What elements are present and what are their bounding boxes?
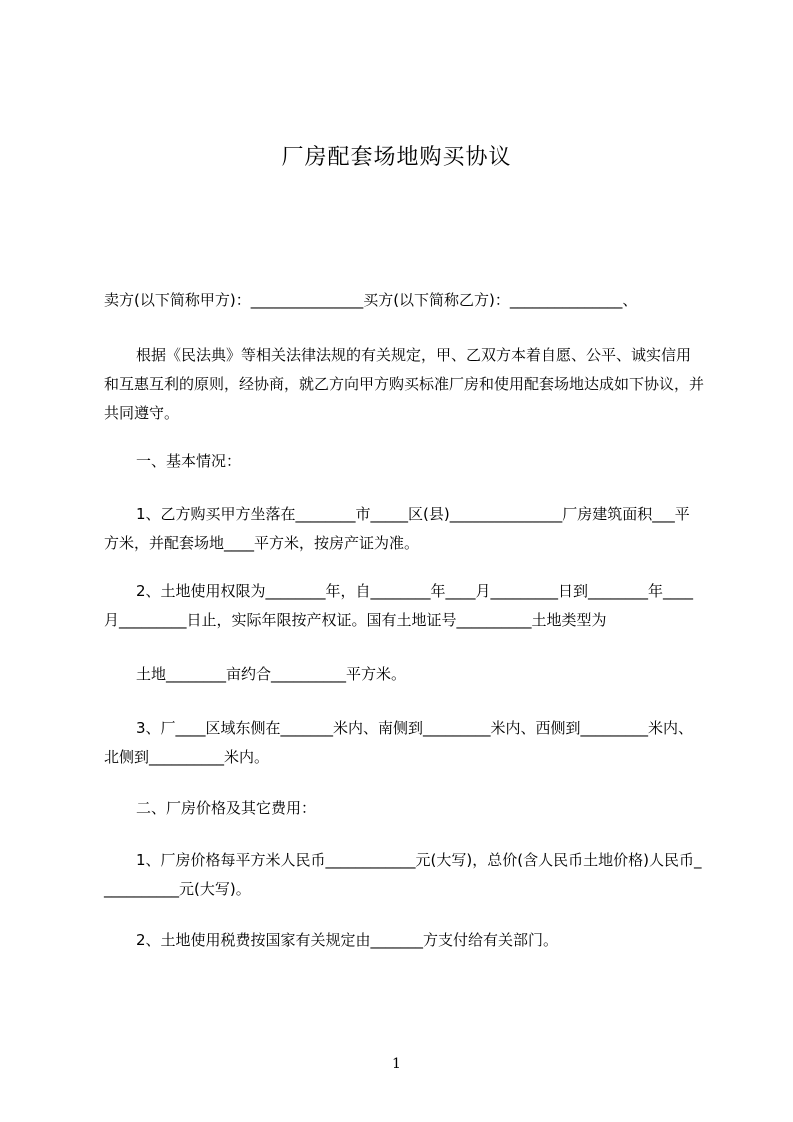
section-heading-price: 二、厂房价格及其它费用： — [136, 799, 317, 817]
clause-2-2: 2、土地使用税费按国家有关规定由_______方支付给有关部门。 — [136, 931, 559, 949]
section-heading-basic-info: 一、基本情况： — [136, 452, 242, 470]
clause-1-2: 2、土地使用权限为________年，自________年____月_________日到________年____月_________日止，实际年限按产权证。国有土地证号__________土地类型为 — [104, 582, 694, 629]
parties-line: 卖方(以下简称甲方)：_______________买方(以下简称乙方)：_______________、 — [104, 291, 638, 309]
document-title: 厂房配套场地购买协议 — [281, 145, 512, 170]
clause-1-2-continuation: 土地________亩约合__________平方米。 — [136, 665, 407, 683]
clause-1-1: 1、乙方购买甲方坐落在________市_____区(县)_______________厂房建筑面积___平方米，并配套场地____平方米，按房产证为准。 — [104, 505, 690, 552]
clause-1-3: 3、厂____区域东侧在_______米内、南侧到_________米内、西侧到_________米内、北侧到__________米内。 — [104, 719, 694, 766]
clause-2-1: 1、厂房价格每平方米人民币____________元(大写)，总价(含人民币土地价格)人民币___________元(大写)。 — [104, 851, 702, 898]
preamble-paragraph: 根据《民法典》等相关法律法规的有关规定，甲、乙双方本着自愿、公平、诚实信用和互惠互利的原则，经协商，就乙方向甲方购买标准厂房和使用配套场地达成如下协议，并共同遵守。 — [104, 346, 705, 422]
page-number: 1 — [392, 1056, 401, 1072]
